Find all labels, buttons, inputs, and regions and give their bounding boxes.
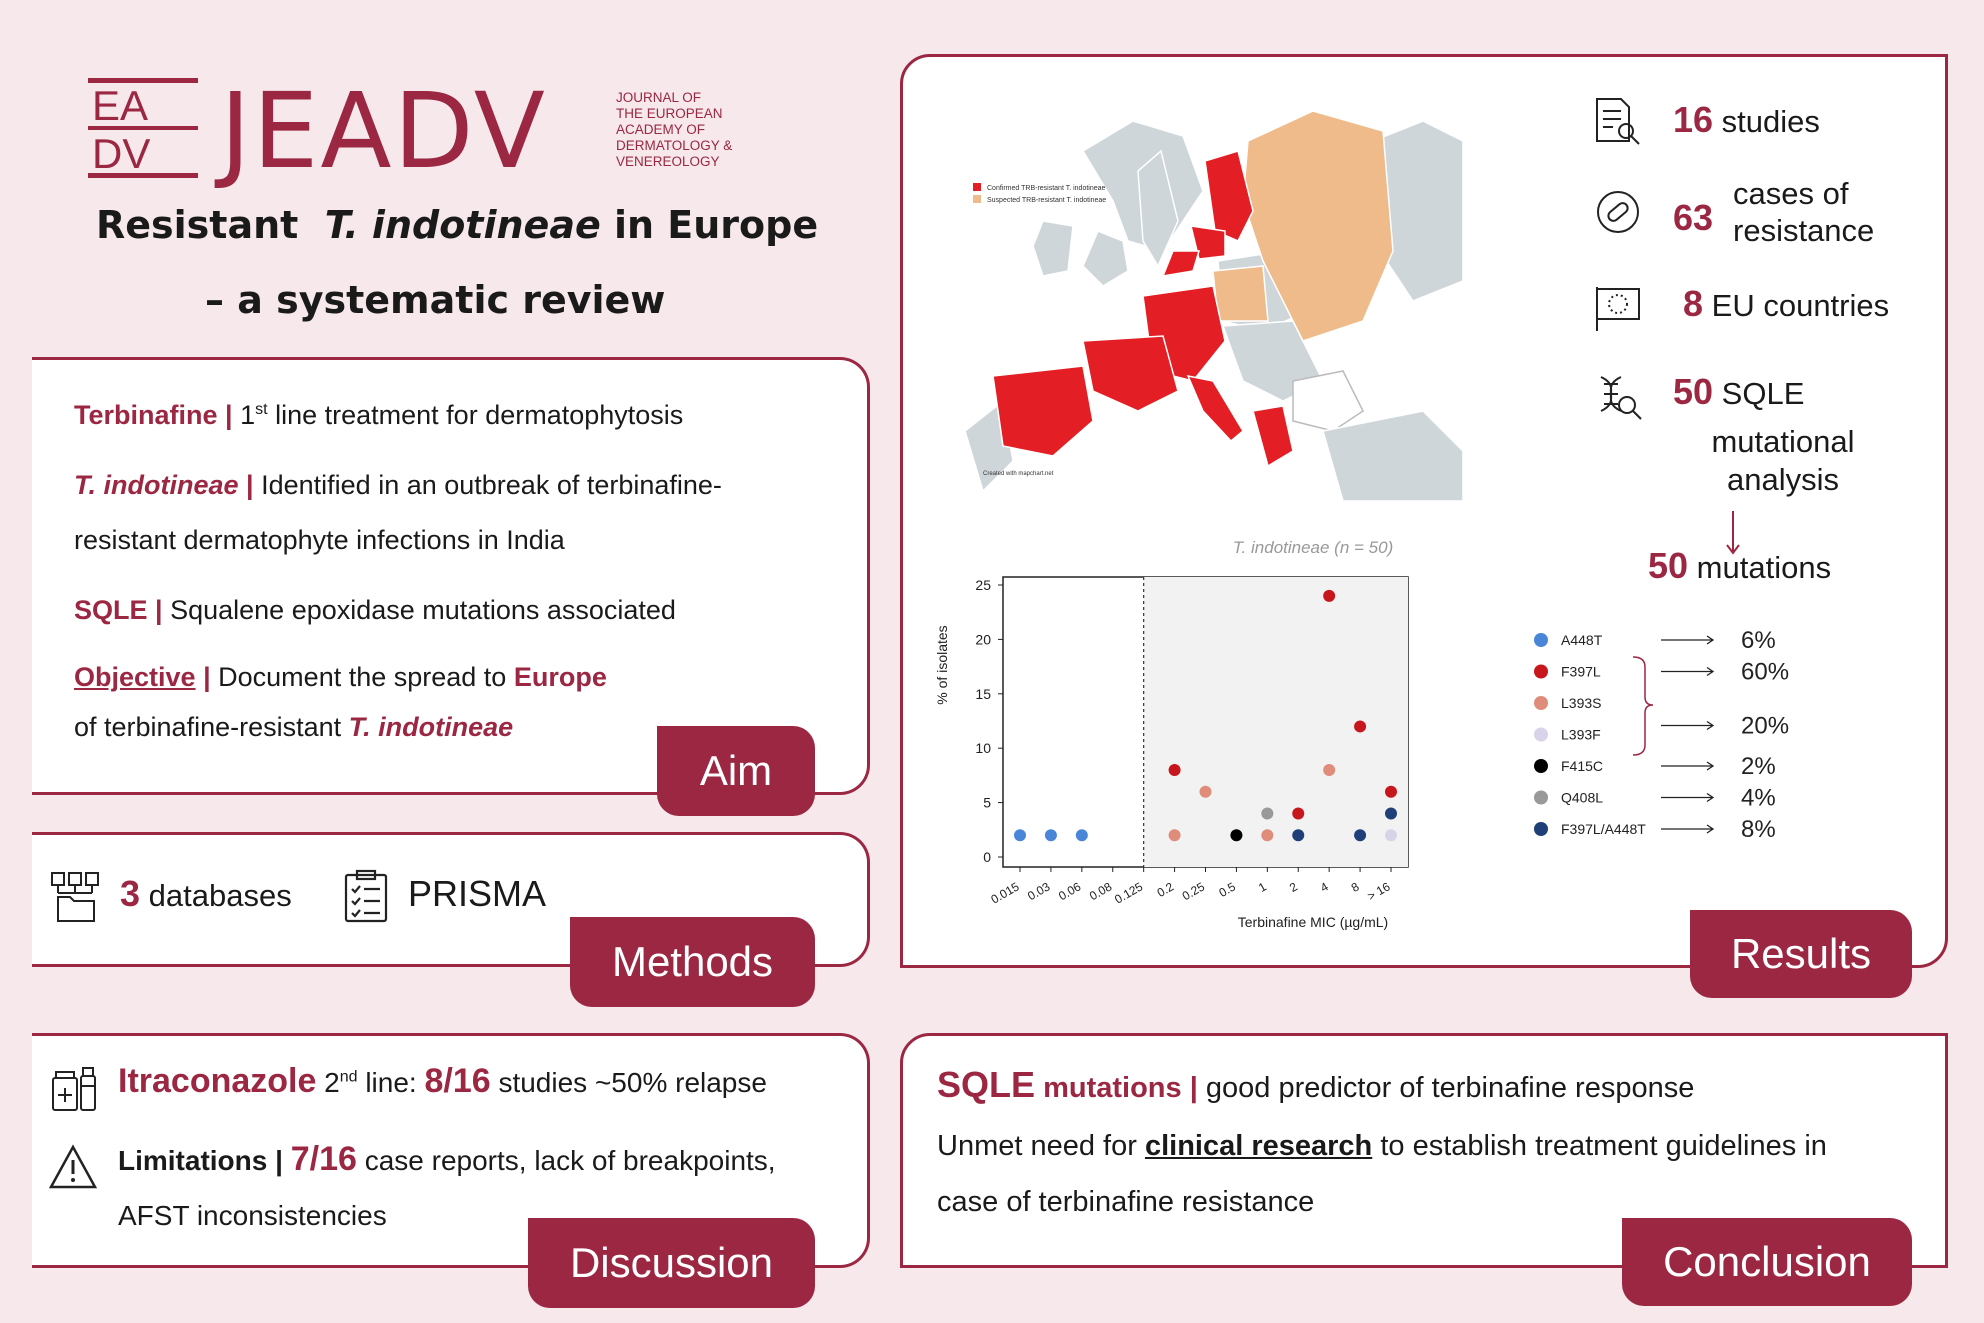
legend-arrow bbox=[1661, 825, 1713, 833]
y-tick-label: 20 bbox=[975, 631, 991, 648]
legend-arrow bbox=[1661, 794, 1713, 802]
legend-percent: 20% bbox=[1741, 712, 1790, 740]
dna-search-icon bbox=[1595, 373, 1643, 423]
legend-label: L393F bbox=[1561, 726, 1601, 743]
data-point-l393s bbox=[1169, 829, 1181, 841]
legend-arrow bbox=[1661, 722, 1713, 730]
data-point-f397l bbox=[1323, 590, 1335, 602]
legend-percent: 4% bbox=[1741, 784, 1776, 812]
journal-name: JOURNAL OF THE EUROPEAN ACADEMY OF DERMATOLOGY & VENEREOLOGY bbox=[616, 90, 733, 169]
legend-percent: 6% bbox=[1741, 627, 1776, 654]
l393-bracket bbox=[1633, 657, 1653, 755]
legend-label: F415C bbox=[1561, 758, 1604, 774]
map-credit: Created with mapchart.net bbox=[983, 471, 1054, 477]
data-point-f397l bbox=[1169, 764, 1181, 776]
page-subtitle: – a systematic review bbox=[205, 278, 666, 322]
stat-studies: 16 studies bbox=[1673, 99, 1820, 140]
conclusion-unmet-cont: case of terbinafine resistance bbox=[937, 1186, 1315, 1218]
x-tick-label: > 16 bbox=[1364, 879, 1393, 904]
eu-flag-icon bbox=[1593, 283, 1643, 333]
legend-percent: 60% bbox=[1741, 658, 1790, 686]
results-panel bbox=[900, 54, 1948, 968]
legend-label: Q408L bbox=[1561, 789, 1604, 806]
aim-tab: Aim bbox=[657, 726, 815, 816]
results-tab: Results bbox=[1690, 910, 1912, 998]
legend-arrow bbox=[1661, 762, 1713, 770]
data-point-q408l bbox=[1261, 807, 1273, 819]
legend-swatch bbox=[1534, 822, 1548, 836]
data-point-l393f bbox=[1385, 829, 1397, 841]
conclusion-sqle: SQLE mutations | good predictor of terbinafine response bbox=[937, 1064, 1695, 1105]
data-point-f397l bbox=[1385, 786, 1397, 798]
chart-title: T. indotineae (n = 50) bbox=[1232, 538, 1394, 557]
eadv-logo-mark bbox=[88, 78, 198, 178]
discussion-tab: Discussion bbox=[528, 1218, 815, 1308]
x-tick-label: 0.2 bbox=[1154, 879, 1177, 900]
map-legend-suspected: Suspected TRB-resistant T. indotineae bbox=[987, 197, 1107, 204]
y-tick-label: 5 bbox=[983, 794, 991, 811]
mic-scatter-chart bbox=[923, 535, 1623, 935]
legend-swatch bbox=[1534, 633, 1548, 647]
legend-swatch bbox=[1534, 759, 1548, 773]
europe-map bbox=[963, 81, 1463, 501]
y-tick-label: 0 bbox=[983, 849, 991, 865]
document-search-icon bbox=[1593, 97, 1643, 147]
warning-icon bbox=[48, 1144, 98, 1190]
aim-sqle: SQLE | Squalene epoxidase mutations associated bbox=[74, 595, 676, 625]
legend-label: F397L bbox=[1561, 663, 1601, 680]
data-point-l393s bbox=[1323, 764, 1335, 776]
x-tick-label: 8 bbox=[1348, 879, 1362, 895]
x-tick-label: 0.015 bbox=[988, 879, 1022, 907]
legend-swatch bbox=[1534, 696, 1548, 710]
medication-icon bbox=[50, 1064, 100, 1114]
x-tick-label: 4 bbox=[1317, 879, 1331, 895]
data-point-f397l bbox=[1354, 720, 1366, 732]
stat-countries: 8 EU countries bbox=[1683, 283, 1890, 324]
x-tick-label: 1 bbox=[1256, 879, 1269, 895]
jeadv-logo bbox=[88, 70, 748, 192]
legend-percent: 2% bbox=[1741, 753, 1776, 780]
legend-swatch bbox=[1534, 791, 1548, 805]
map-legend-confirmed-swatch bbox=[973, 183, 981, 191]
stat-sqle-label: mutational analysis bbox=[1711, 424, 1855, 497]
discussion-limitations: Limitations | 7/16 case reports, lack of breakpoints, bbox=[118, 1140, 776, 1178]
conclusion-unmet: Unmet need for clinical research to establish treatment guidelines in bbox=[937, 1130, 1827, 1162]
stat-mutations: 50 mutations bbox=[1648, 545, 1832, 586]
y-tick-label: 25 bbox=[975, 577, 991, 593]
stat-cases: 63 bbox=[1673, 197, 1714, 238]
conclusion-tab: Conclusion bbox=[1622, 1218, 1912, 1306]
stat-cases-label: cases of resistance bbox=[1733, 176, 1875, 248]
y-axis-label: % of isolates bbox=[934, 625, 950, 705]
jeadv-wordmark: JEADV bbox=[220, 70, 547, 192]
databases-icon bbox=[50, 871, 100, 923]
mutation-legend bbox=[1523, 617, 1883, 867]
legend-label: L393S bbox=[1561, 695, 1602, 711]
legend-label: A448T bbox=[1561, 632, 1603, 648]
data-point-f397l-a448t bbox=[1354, 829, 1366, 841]
aim-objective: Objective | Document the spread to Europe bbox=[74, 662, 607, 692]
methods-tab: Methods bbox=[570, 917, 815, 1007]
data-point-l393s bbox=[1200, 786, 1212, 798]
methods-prisma: PRISMA bbox=[408, 873, 547, 914]
map-legend-suspected-swatch bbox=[973, 195, 981, 203]
page-title: Resistant T. indotineae in Europe bbox=[96, 203, 819, 247]
legend-arrow bbox=[1661, 636, 1713, 644]
aim-objective-cont: of terbinafine-resistant T. indotineae bbox=[74, 712, 514, 742]
svg-text:EA: EA bbox=[92, 82, 149, 129]
x-tick-label: 0.25 bbox=[1179, 879, 1207, 904]
legend-percent: 8% bbox=[1741, 816, 1776, 843]
data-point-a448t bbox=[1045, 829, 1057, 841]
stat-sqle: 50 SQLE bbox=[1673, 371, 1805, 412]
x-tick-label: 0.5 bbox=[1216, 879, 1238, 900]
discussion-itraconazole: Itraconazole 2nd line: 8/16 studies ~50% relapse bbox=[118, 1062, 767, 1100]
map-legend-confirmed: Confirmed TRB-resistant T. indotineae bbox=[987, 185, 1106, 192]
aim-indotineae-cont: resistant dermatophyte infections in India bbox=[74, 525, 565, 555]
aim-indotineae: T. indotineae | Identified in an outbreak of terbinafine- bbox=[74, 470, 722, 500]
data-point-l393s bbox=[1261, 829, 1273, 841]
data-point-f397l-a448t bbox=[1292, 829, 1304, 841]
pill-icon bbox=[1595, 189, 1641, 235]
data-point-a448t bbox=[1076, 829, 1088, 841]
legend-swatch bbox=[1534, 728, 1548, 742]
legend-swatch bbox=[1534, 665, 1548, 679]
aim-terbinafine: Terbinafine | 1st line treatment for dermatophytosis bbox=[74, 400, 684, 430]
x-tick-label: 0.06 bbox=[1056, 879, 1084, 904]
x-tick-label: 2 bbox=[1286, 879, 1300, 895]
x-tick-label: 0.03 bbox=[1025, 879, 1053, 904]
data-point-a448t bbox=[1014, 829, 1026, 841]
x-axis-label: Terbinafine MIC (µg/mL) bbox=[1237, 914, 1389, 930]
legend-arrow bbox=[1661, 668, 1713, 676]
x-tick-label: 0.08 bbox=[1087, 879, 1115, 904]
data-point-f397l bbox=[1292, 807, 1304, 819]
data-point-f415c bbox=[1230, 829, 1242, 841]
methods-databases: 3 databases bbox=[120, 873, 292, 914]
y-tick-label: 10 bbox=[975, 740, 991, 757]
legend-label: F397L/A448T bbox=[1561, 821, 1646, 837]
svg-text:DV: DV bbox=[92, 130, 151, 177]
data-point-f397l-a448t bbox=[1385, 807, 1397, 819]
discussion-limitations-cont: AFST inconsistencies bbox=[118, 1200, 387, 1231]
checklist-icon bbox=[344, 869, 388, 923]
y-tick-label: 15 bbox=[975, 685, 991, 702]
x-tick-label: 0.125 bbox=[1112, 879, 1146, 907]
